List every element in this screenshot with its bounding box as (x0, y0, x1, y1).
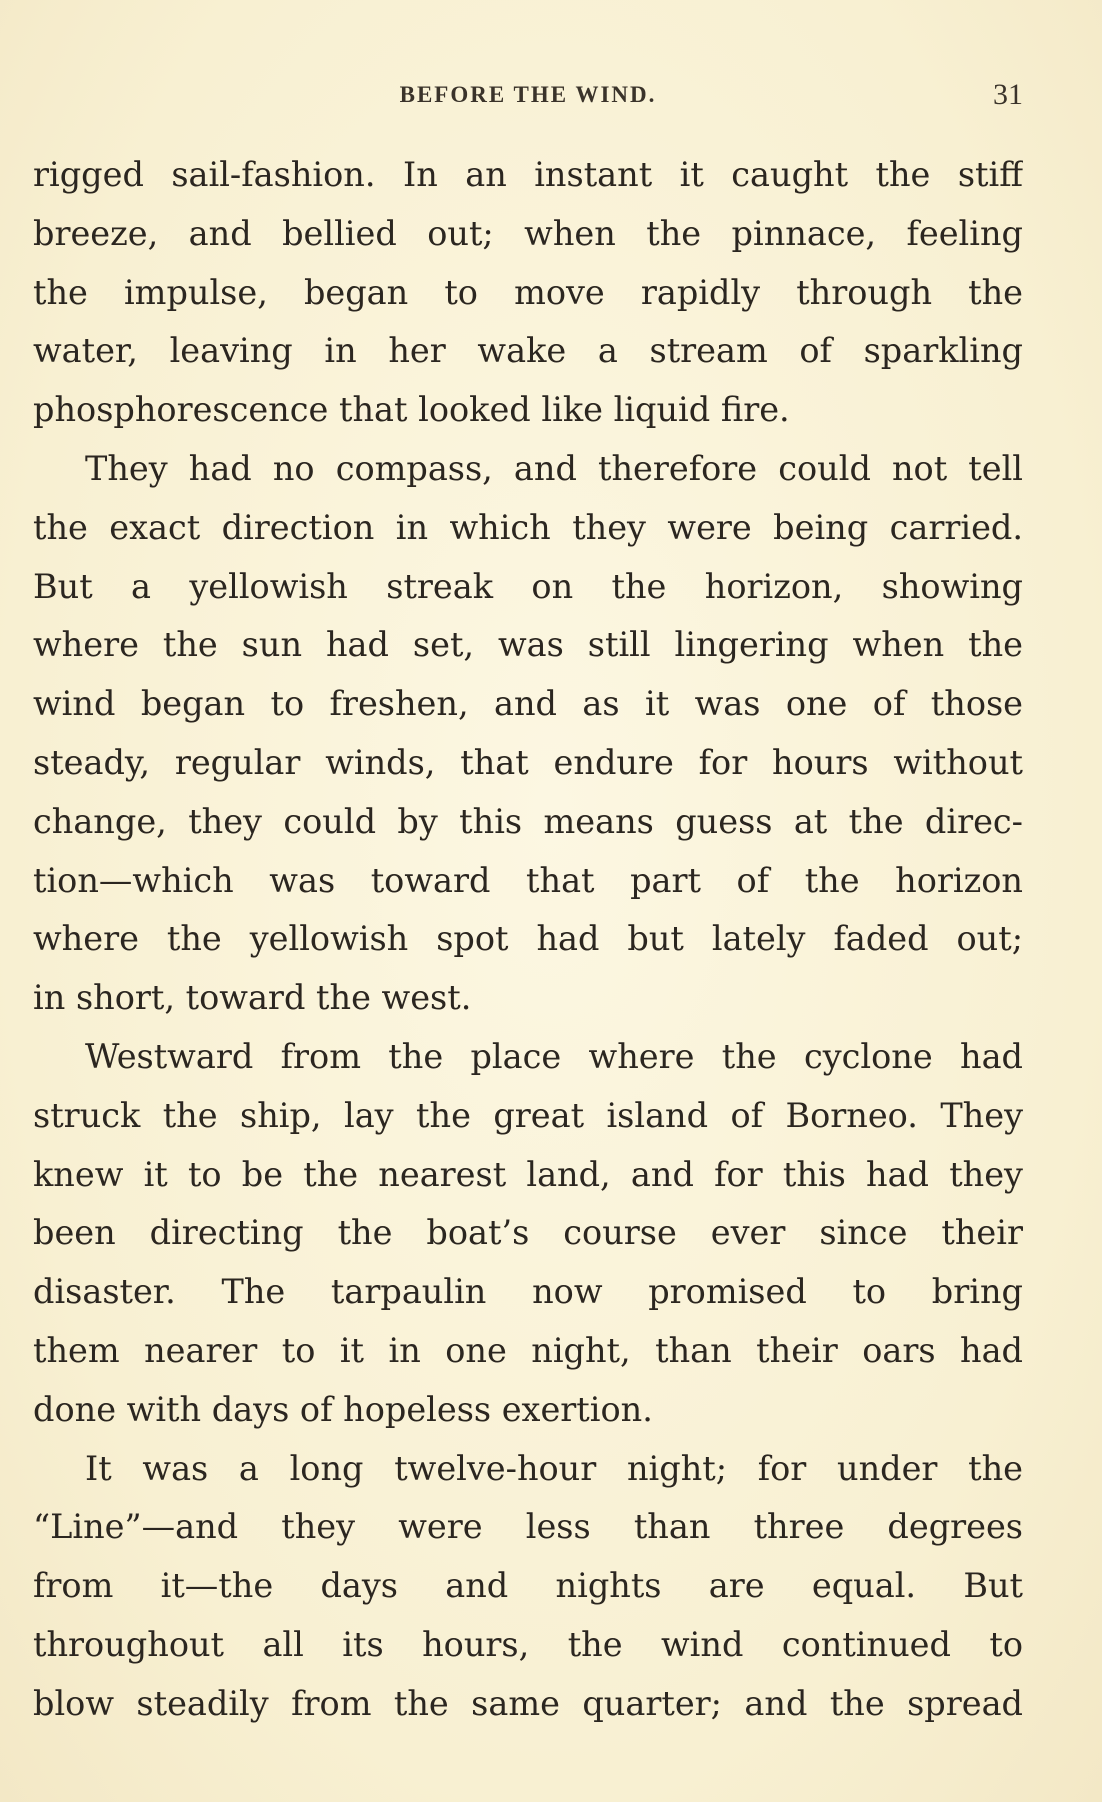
text-line: from it—the days and nights are equal. But (33, 1566, 1023, 1606)
text-line: where the yellowish spot had but lately faded out; (33, 919, 1023, 959)
text-line: It was a long twelve-hour night; for under the (85, 1448, 1023, 1488)
text-line: breeze, and bellied out; when the pinnace, feeling (33, 213, 1023, 253)
running-head (33, 78, 1023, 122)
text-line: “Line”—and they were less than three degrees (33, 1507, 1023, 1547)
text-line: water, leaving in her wake a stream of sparkling (33, 331, 1023, 371)
text-line: They had no compass, and therefore could not tell (85, 448, 1023, 488)
text-line: tion—which was toward that part of the horizon (33, 860, 1023, 900)
text-line: where the sun had set, was still lingering when the (33, 625, 1023, 665)
page-number: 31 (993, 78, 1023, 111)
text-line: in short, toward the west. (33, 978, 472, 1018)
running-title: BEFORE THE WIND. (399, 82, 657, 107)
text-line: wind began to freshen, and as it was one of those (33, 684, 1023, 724)
text-line: steady, regular winds, that endure for hours without (33, 742, 1023, 782)
text-line: blow steadily from the same quarter; and the spread (33, 1683, 1023, 1723)
text-line: knew it to be the nearest land, and for this had they (33, 1154, 1023, 1194)
text-line: struck the ship, lay the great island of Borneo. They (33, 1095, 1023, 1135)
text-line: disaster. The tarpaulin now promised to bring (33, 1272, 1023, 1312)
text-line: phosphorescence that looked like liquid fire. (33, 390, 790, 430)
text-line: the impulse, began to move rapidly through the (33, 272, 1023, 312)
text-line: done with days of hopeless exertion. (33, 1389, 653, 1429)
text-line: rigged sail-fashion. In an instant it caught the stiff (33, 155, 1023, 194)
text-line: the exact direction in which they were being carried. (33, 507, 1023, 547)
body-text (33, 146, 1023, 1734)
text-line: them nearer to it in one night, than their oars had (33, 1330, 1023, 1370)
text-line: throughout all its hours, the wind continued to (33, 1624, 1023, 1664)
text-line: Westward from the place where the cyclone had (85, 1036, 1023, 1076)
text-line: But a yellowish streak on the horizon, showing (33, 566, 1023, 606)
text-line: change, they could by this means guess at the direc- (33, 801, 1023, 841)
text-line: been directing the boat’s course ever since their (33, 1213, 1023, 1253)
